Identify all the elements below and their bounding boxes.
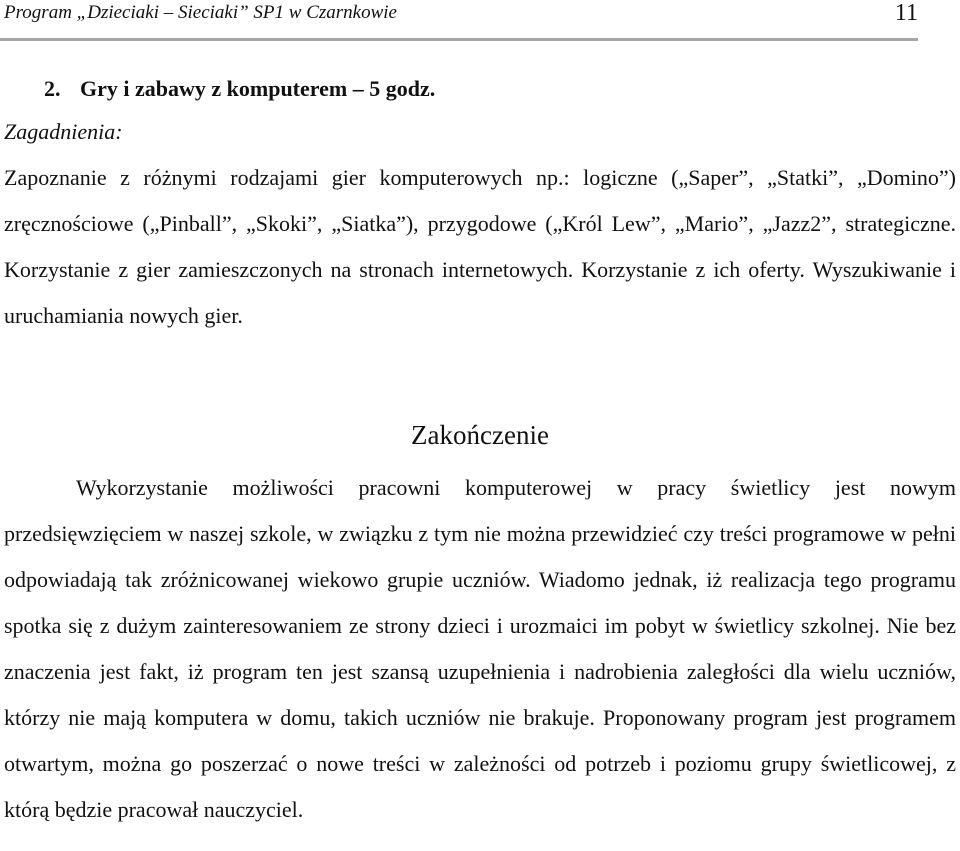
page-number: 11	[894, 0, 918, 26]
conclusion-heading: Zakończenie	[411, 420, 549, 450]
topics-label: Zagadnienia:	[4, 119, 123, 144]
conclusion-paragraph	[4, 465, 956, 833]
conclusion-text: Wykorzystanie możliwości pracowni komputerowej w pracy świetlicy jest nowym przedsięwzięciem w naszej szkole, w związku z tym nie można przewidzieć czy treści programowe w pełni odpowiadają tak zróżnicowanej wiekowo grupie uczniów. Wiadomo jednak, iż realizacja tego programu spotka się z dużym zainteresowaniem ze strony dzieci i urozmaici im pobyt w świetlicy szkolnej. Nie bez znaczenia jest fakt, iż program ten jest szansą uzupełnienia i nadrobienia zaległości dla wielu uczniów, którzy nie mają komputera w domu, takich uczniów nie brakuje. Proponowany program jest programem otwartym, można go poszerzać o nowe treści w zależności od potrzeb i poziomu grupy świetlicowej, z którą będzie pracował nauczyciel.	[4, 475, 956, 822]
header-title: Program „Dzieciaki – Sieciaki” SP1 w Czarnkowie	[4, 2, 397, 23]
section-heading	[44, 76, 435, 102]
section-title: Gry i zabawy z komputerem – 5 godz.	[80, 76, 436, 101]
topics-paragraph: Zapoznanie z różnymi rodzajami gier komputerowych np.: logiczne („Saper”, „Statki”, „Domino”) zręcznościowe („Pinball”, „Skoki”, „Siatka”), przygodowe („Król Lew”, „Mario”, „Jazz2”, strategiczne. Korzystanie z gier zamieszczonych na stronach internetowych. Korzystanie z ich oferty. Wyszukiwanie i uruchamiania nowych gier.	[4, 165, 956, 328]
page-header	[0, 0, 918, 41]
section-number: 2.	[44, 76, 61, 101]
